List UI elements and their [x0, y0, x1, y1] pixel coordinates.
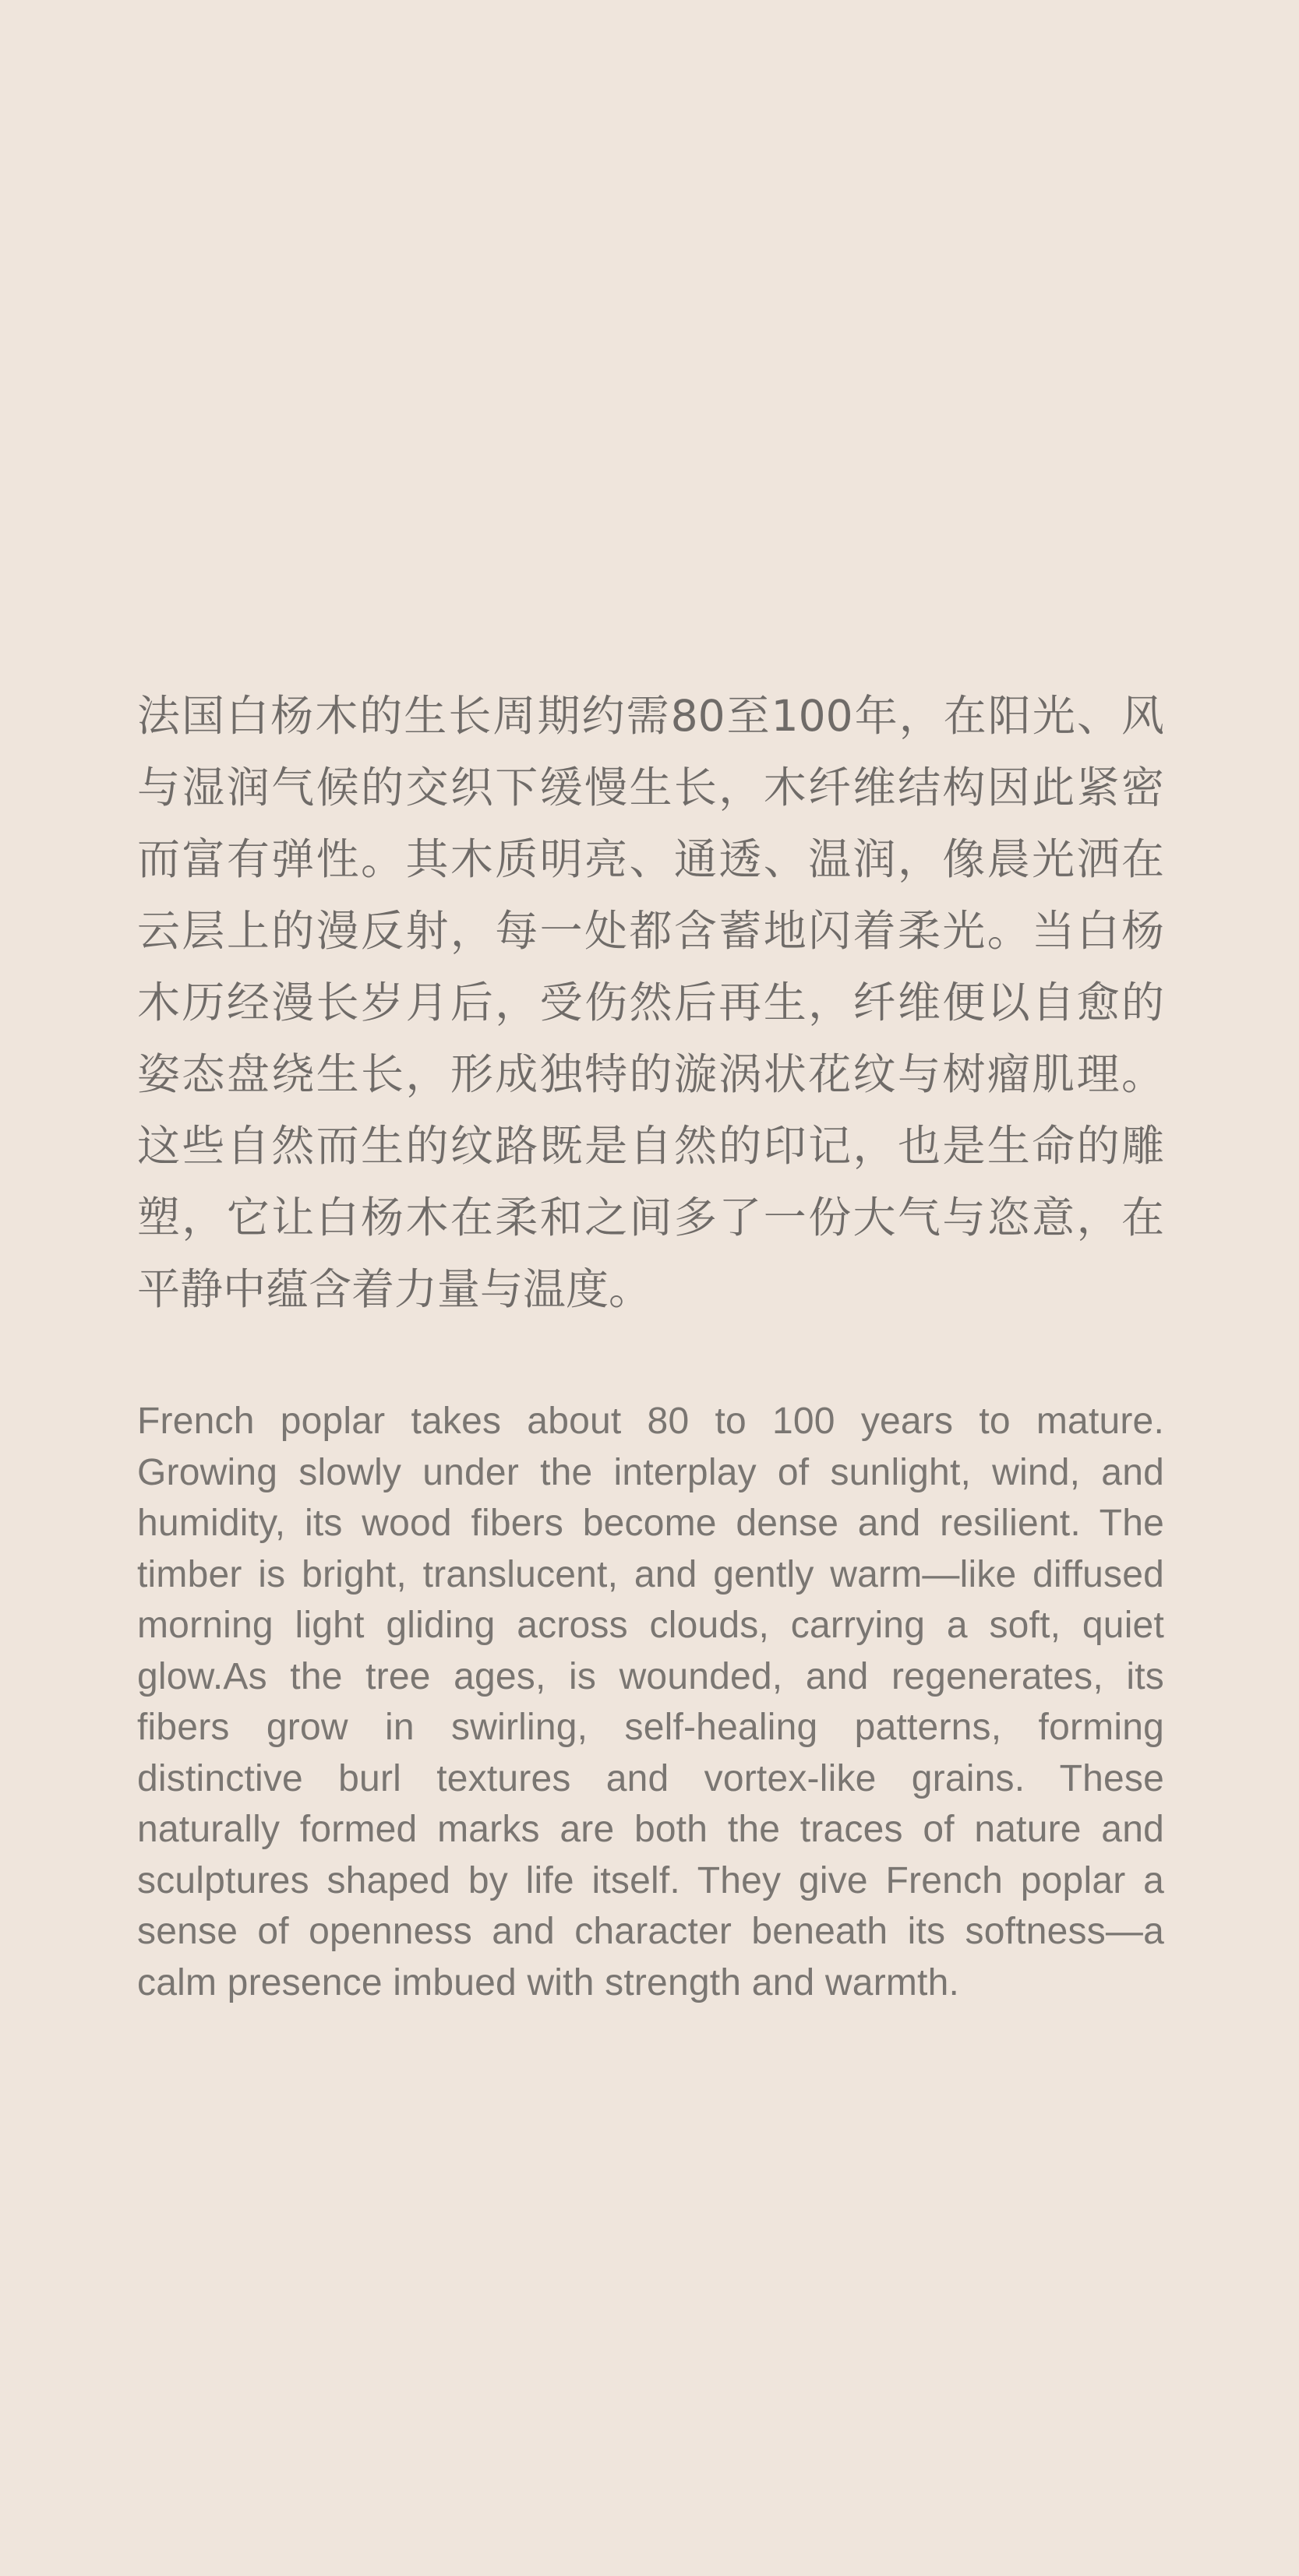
chinese-paragraph: 法国白杨木的生长周期约需80至100年，在阳光、风与湿润气候的交织下缓慢生长，木纤维结构因此紧密而富有弹性。其木质明亮、通透、温润，像晨光洒在云层上的漫反射，每一处都含蓄地闪着柔光。当白杨木历经漫长岁月后，受伤然后再生，纤维便以自愈的姿态盘绕生长，形成独特的漩涡状花纹与树瘤肌理。这些自然而生的纹路既是自然的印记，也是生命的雕塑，它让白杨木在柔和之间多了一份大气与恣意，在平静中蕴含着力量与温度。	[137, 691, 1164, 1314]
english-paragraph: French poplar takes about 80 to 100 years to mature. Growing slowly under the interplay of sunlight, wind, and humidity, its wood fibers become dense and resilient. The timber is bright, translucent, and gently warm—like diffused morning light gliding across clouds, carrying a soft, quiet glow.As the tree ages, is wounded, and regenerates, its fibers grow in swirling, self-healing patterns, forming distinctive burl textures and vortex-like grains. These naturally formed marks are both the traces of nature and sculptures shaped by life itself. They give French poplar a sense of openness and character beneath its softness—a calm presence imbued with strength and warmth.	[137, 1401, 1164, 2003]
